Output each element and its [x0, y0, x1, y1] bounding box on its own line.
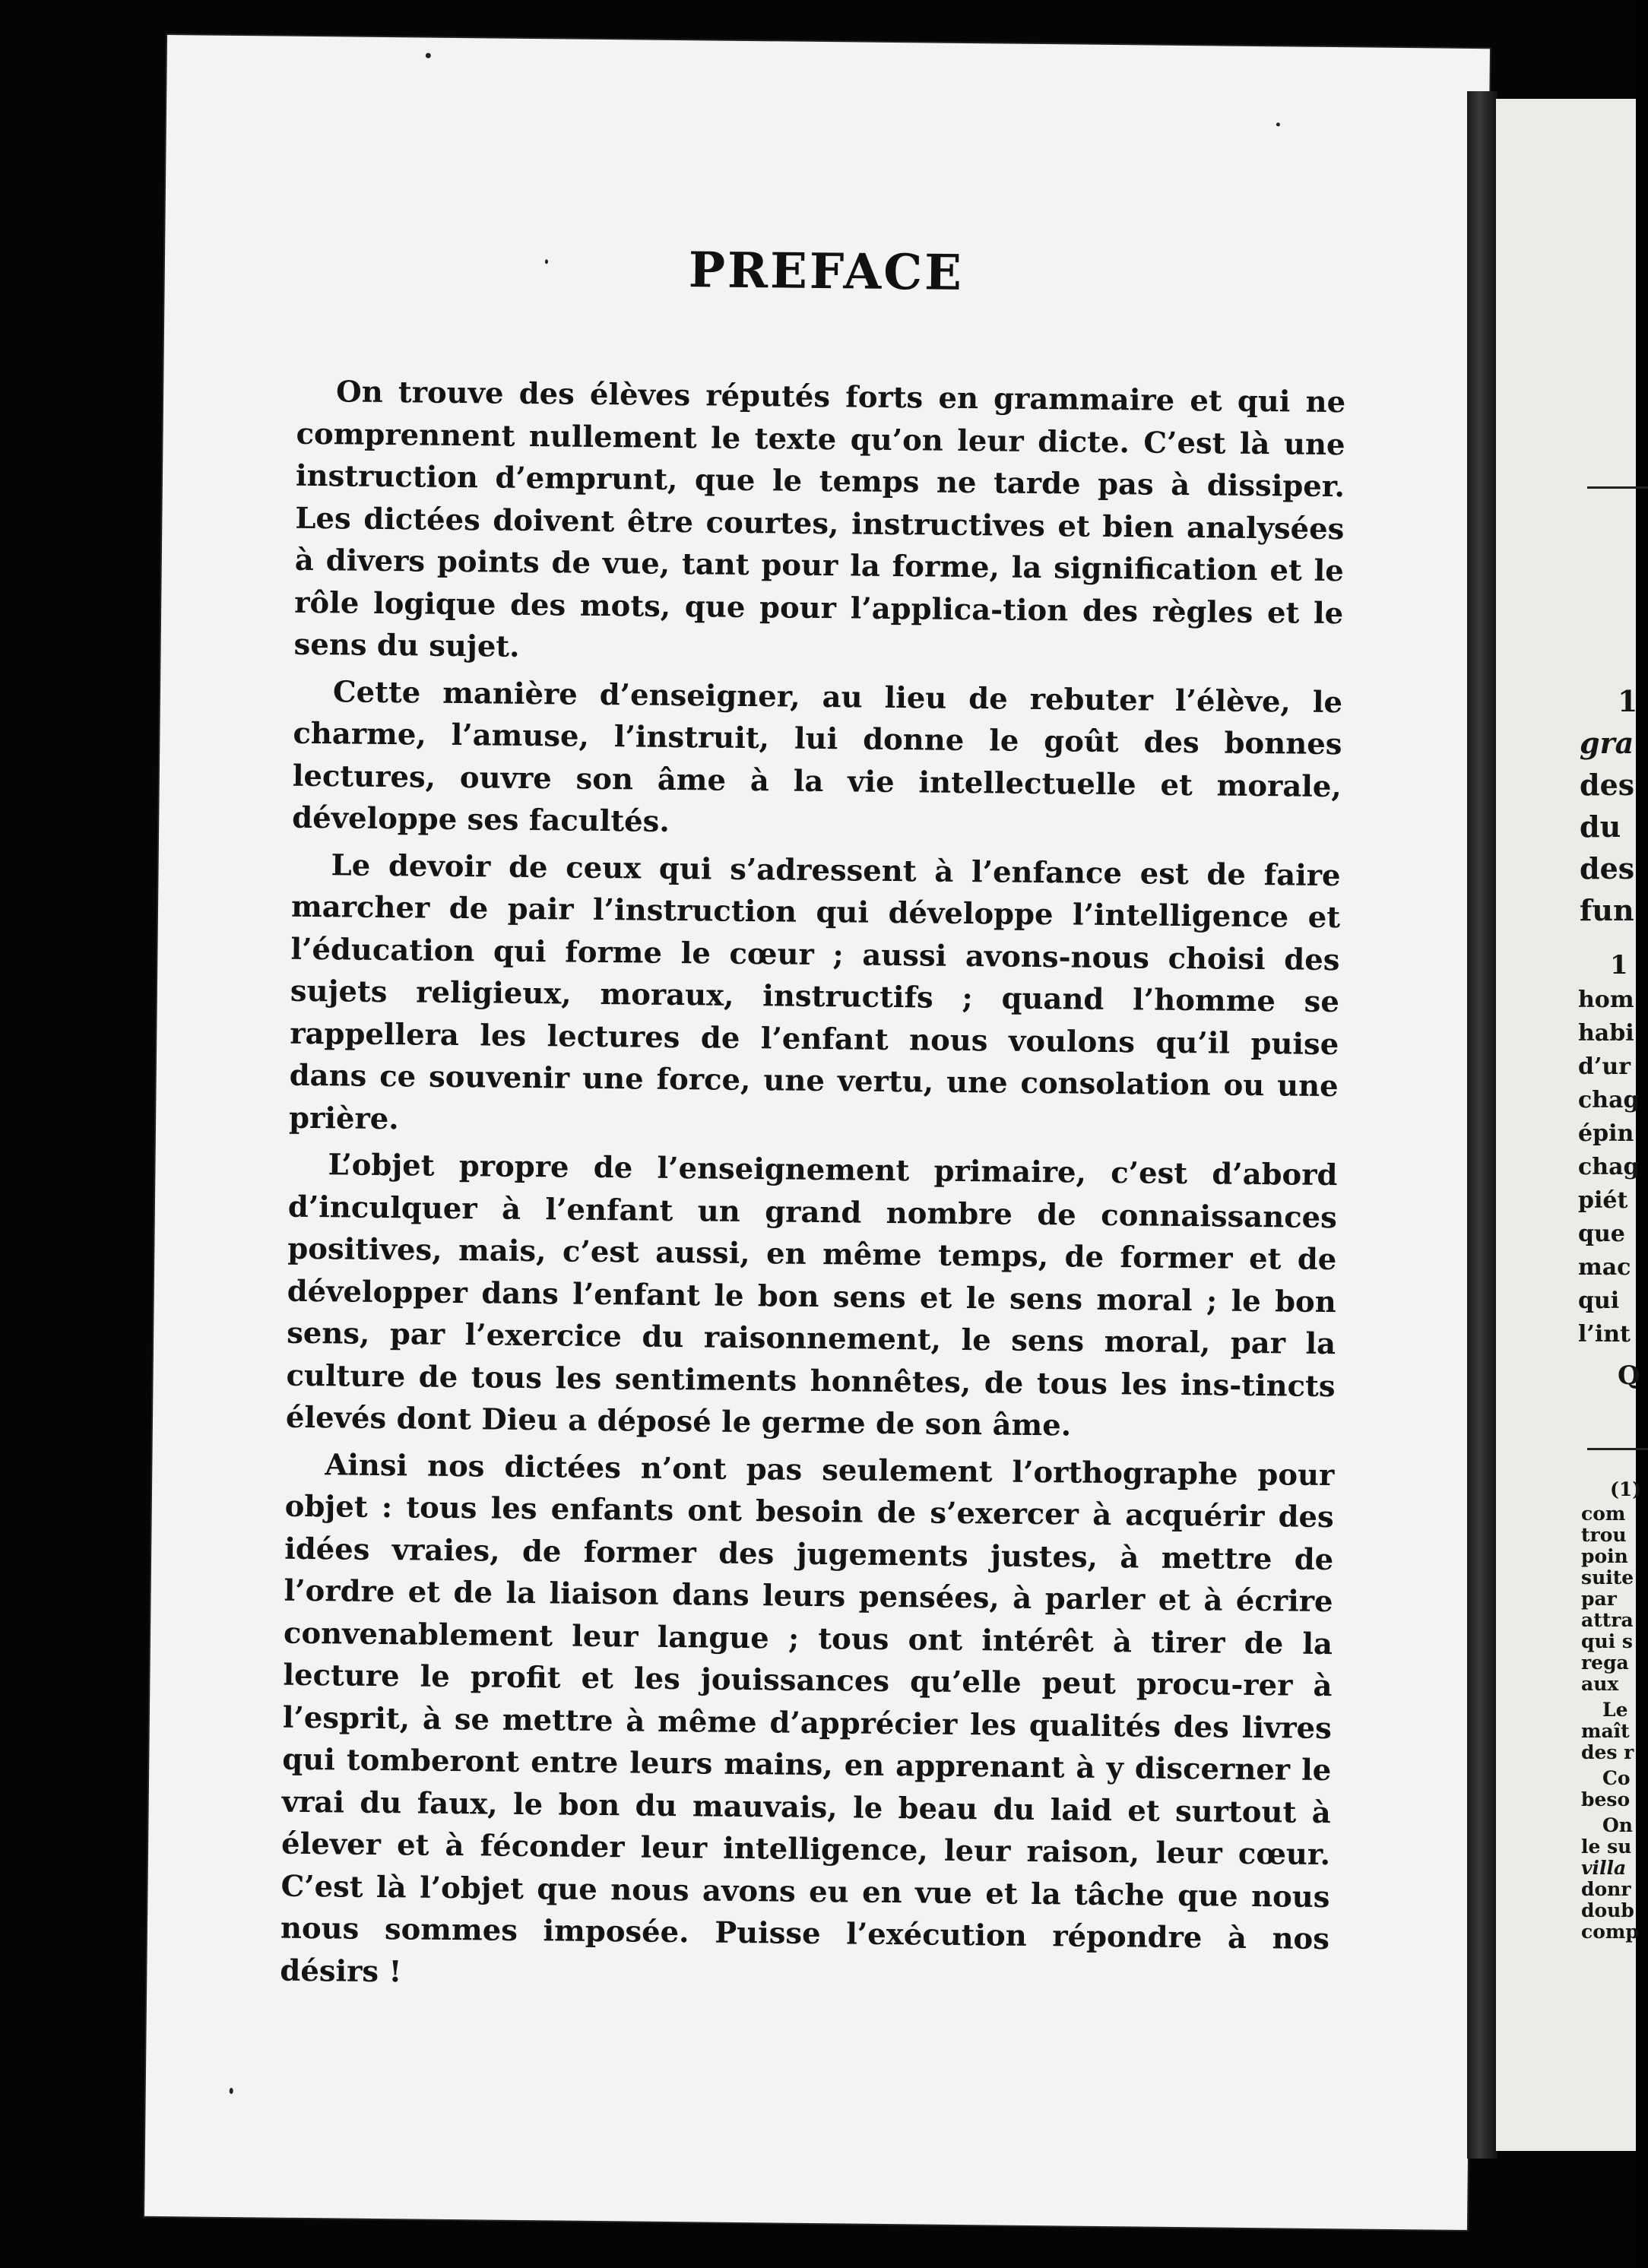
paragraph-5: Ainsi nos dictées n’ont pas seulement l’orthographe pour objet : tous les enfants ont besoin de s’exercer à acquérir des idées vraies, de former des jugements justes, à mettre de l’ordre et de la liaison dans leurs pensées, à parler et à écrire convenablement leur langue ; tous ont intérêt à tirer de la lecture le profit et les jouissances qu’elle peut procu-rer à l’esprit, à se mettre à même d’apprécier les qualités des livres qui tomberont entre leurs mains, en apprenant à y discerner le vrai du faux, le bon du mauvais, le beau du laid et surtout à élever et à féconder leur intelligence, leur raison, leur cœur. C’est là l’objet que nous avons eu en vue et la tâche que nous nous sommes imposée. Puisse l’exécution répondre à nos désirs !	[280, 1447, 1335, 1989]
right-fragment: 1	[1618, 684, 1638, 718]
right-footnote-fragment: doub	[1581, 1899, 1634, 1921]
right-fragment: Q	[1618, 1360, 1640, 1391]
right-footnote-fragment: trou	[1581, 1524, 1627, 1546]
right-footnote-fragment: qui s	[1581, 1630, 1633, 1652]
ink-speck	[426, 53, 431, 59]
right-fragment: des	[1580, 851, 1635, 885]
book-gutter	[1467, 91, 1497, 2159]
rule-line	[1587, 1448, 1648, 1450]
right-fragment: l’int	[1578, 1321, 1631, 1348]
right-footnote-fragment: maît	[1581, 1720, 1630, 1742]
right-footnote-fragment: beso	[1581, 1788, 1631, 1810]
right-fragment: qui	[1578, 1288, 1620, 1314]
right-fragment: du	[1580, 809, 1621, 844]
right-footnote-fragment: suite	[1581, 1566, 1634, 1589]
right-fragment: gra	[1580, 726, 1634, 760]
paragraph-3: Le devoir de ceux qui s’adressent à l’enfance est de faire marcher de pair l’instruction qui développe l’intelligence et l’éducation qui forme le cœur ; aussi avons-nous choisi des sujets religieux, moraux, instructifs ; quand l’homme se rappellera les lectures de l’enfant nous voulons qu’il puise dans ce souvenir une force, une vertu, une consolation ou une prière.	[288, 847, 1341, 1136]
right-fragment: chag	[1578, 1087, 1640, 1113]
rule-line	[1587, 486, 1648, 489]
left-page	[144, 35, 1490, 2230]
right-footnote-fragment: par	[1581, 1588, 1617, 1610]
right-footnote-fragment: rega	[1581, 1652, 1629, 1674]
right-fragment: chag	[1578, 1154, 1640, 1180]
paragraph-4: L’objet propre de l’enseignement primaire, c’est d’abord d’inculquer à l’enfant un grand nombre de connaissances positives, mais, c’est aussi, en même temps, de former et de développer dans l’enfant le bon sens et le sens moral ; le bon sens, par l’exercice du raisonnement, le sens moral, par la culture de tous les sentiments honnêtes, de tous les ins-tincts élevés dont Dieu a déposé le germe de son âme.	[285, 1148, 1338, 1443]
paragraph-1: On trouve des élèves réputés forts en grammaire et qui ne comprennent nullement le texte qu’on leur dicte. C’est là une instruction d’emprunt, que le temps ne tarde pas à dissiper. Les dictées doivent être courtes, instructives et bien analysées à divers points de vue, tant pour la forme, la signification et le rôle logique des mots, que pour l’applica-tion des règles et le sens du sujet.	[293, 375, 1346, 664]
right-footnote-fragment: villa	[1581, 1857, 1627, 1879]
right-page	[1496, 99, 1642, 2151]
right-footnote-fragment: des r	[1581, 1741, 1634, 1763]
right-footnote-fragment: com	[1581, 1503, 1626, 1525]
right-fragment: piét	[1578, 1187, 1628, 1214]
right-footnote-fragment: comp	[1581, 1921, 1639, 1943]
right-fragment: mac	[1578, 1254, 1631, 1281]
right-fragment: épin	[1578, 1120, 1634, 1147]
ink-speck	[230, 2088, 233, 2094]
right-fragment: habi	[1578, 1020, 1634, 1047]
page-title: PREFACE	[688, 242, 965, 302]
right-footnote-fragment: attra	[1581, 1609, 1634, 1631]
right-footnote-fragment: aux	[1581, 1673, 1619, 1695]
ink-speck	[1276, 122, 1280, 126]
right-fragment: hom	[1578, 987, 1634, 1013]
ink-speck	[545, 259, 548, 264]
right-footnote-fragment: On	[1602, 1814, 1633, 1836]
right-fragment: fun	[1580, 893, 1634, 927]
right-footnote-fragment: le su	[1581, 1836, 1632, 1858]
right-footnote-fragment: (1)	[1610, 1478, 1642, 1500]
right-footnote-fragment: donr	[1581, 1878, 1631, 1900]
right-footnote-fragment: Co	[1602, 1767, 1631, 1789]
right-fragment: que	[1578, 1221, 1625, 1247]
paragraph-2: Cette manière d’enseigner, au lieu de rebuter l’élève, le charme, l’amuse, l’instruit, lui donne le goût des bonnes lectures, ouvre son âme à la vie intellectuelle et morale, développe ses facultés.	[292, 674, 1343, 839]
right-fragment: d’ur	[1578, 1053, 1631, 1080]
right-footnote-fragment: Le	[1602, 1699, 1628, 1721]
preface-body	[280, 371, 1345, 2003]
right-fragment: des	[1580, 768, 1635, 802]
right-footnote-fragment: poin	[1581, 1545, 1628, 1567]
right-fragment: 1	[1610, 950, 1628, 980]
